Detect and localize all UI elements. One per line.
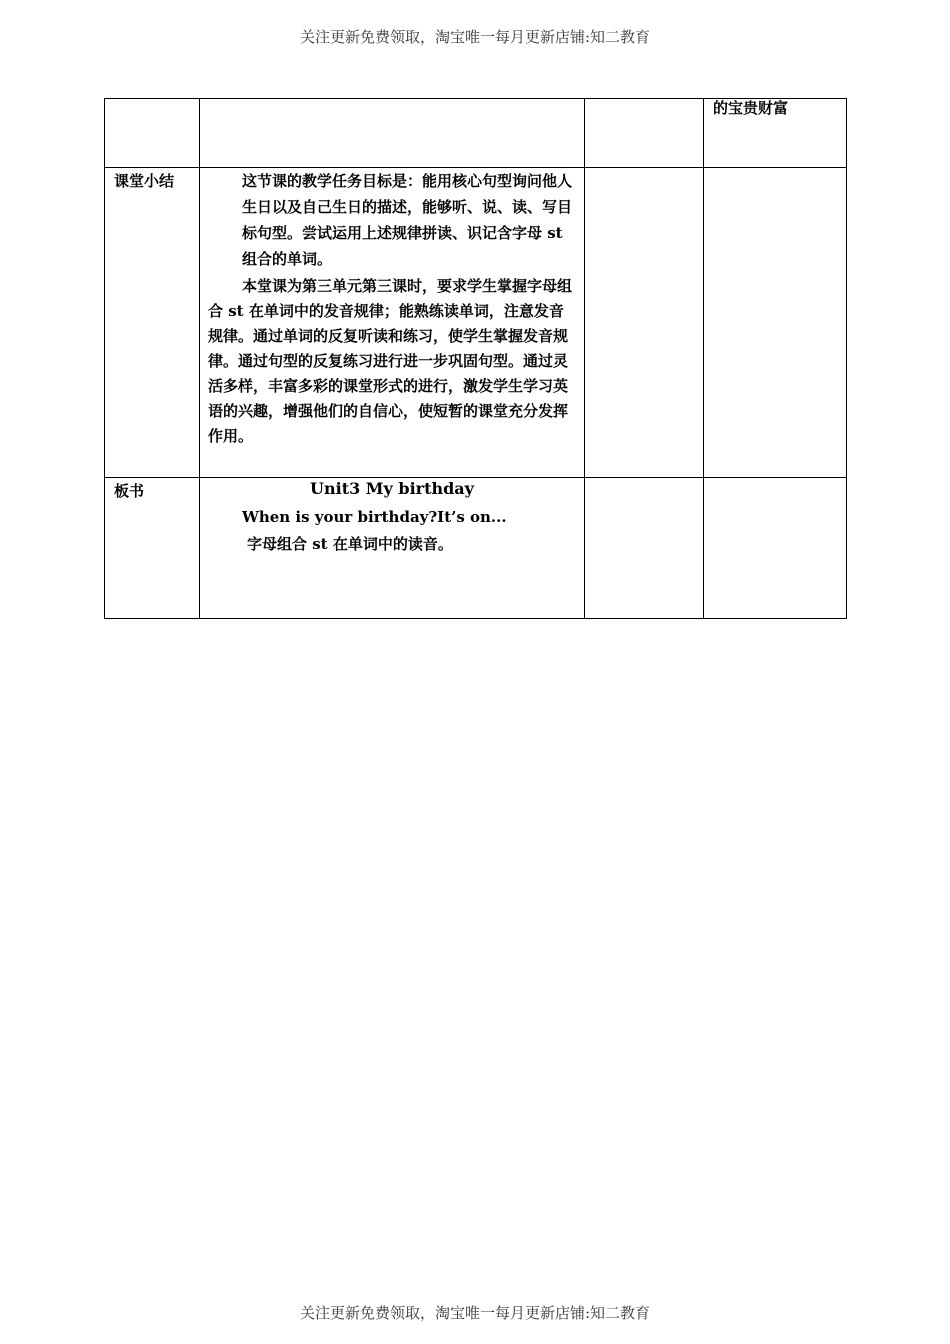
row1-content-cell bbox=[200, 99, 585, 168]
row1-col4-cell bbox=[704, 99, 847, 168]
board-col3-cell bbox=[585, 478, 704, 619]
page-header: 关注更新免费领取，淘宝唯一每月更新店铺:知二教育 bbox=[299, 28, 651, 46]
summary-col4-cell bbox=[704, 168, 847, 478]
table-row bbox=[105, 168, 847, 478]
row1-col3-cell bbox=[585, 99, 704, 168]
board-label-cell bbox=[105, 478, 200, 619]
summary-col3-cell bbox=[585, 168, 704, 478]
board-label: 板书 bbox=[114, 482, 145, 500]
board-col4-cell bbox=[704, 478, 847, 619]
board-content-cell bbox=[200, 478, 585, 619]
board-title: Unit3 My birthday bbox=[310, 479, 474, 498]
row1-label-cell bbox=[105, 99, 200, 168]
summary-label: 课堂小结 bbox=[114, 172, 175, 190]
summary-label-cell bbox=[105, 168, 200, 478]
row1-col4-text: 的宝贵财富 bbox=[713, 99, 789, 117]
summary-paragraph-1: 这节课的教学任务目标是：能用核心句型询问他人生日以及自己生日的描述，能够听、说、读、写目标句型。尝试运用上述规律拼读、识记含字母 st 组合的单词。 bbox=[242, 172, 573, 268]
table-row bbox=[105, 99, 847, 168]
board-sentence: When is your birthday?It’s on... bbox=[242, 508, 507, 526]
lesson-plan-table bbox=[104, 98, 847, 619]
summary-content-cell bbox=[200, 168, 585, 478]
page-footer: 关注更新免费领取，淘宝唯一每月更新店铺:知二教育 bbox=[299, 1304, 651, 1322]
summary-paragraph-2: 本堂课为第三单元第三课时，要求学生掌握字母组合 st 在单词中的发音规律；能熟练读单词，注意发音规律。通过单词的反复听读和练习，使学生掌握发音规律。通过句型的反复练习进行进一步巩固句型。通过灵活多样，丰富多彩的课堂形式的进行，激发学生学习英语的兴趣，增强他们的自信心，使短暂的课堂充分发挥作用。 bbox=[208, 277, 573, 445]
table-row bbox=[105, 478, 847, 619]
board-phonics-note: 字母组合 st 在单词中的读音。 bbox=[247, 535, 453, 553]
